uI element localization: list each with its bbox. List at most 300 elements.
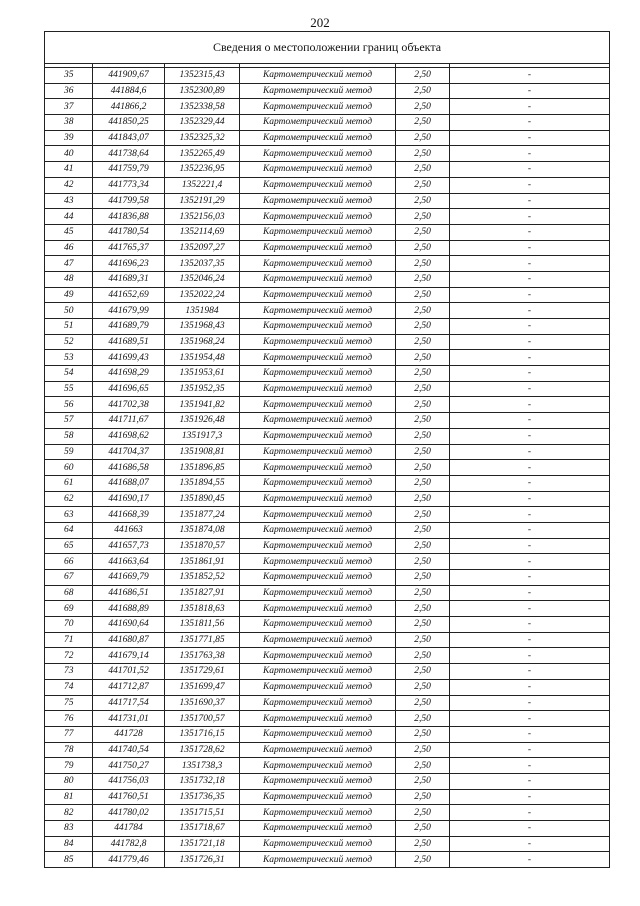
table-row (45, 146, 610, 162)
description-cell: - (450, 130, 610, 146)
table-row (45, 570, 610, 586)
accuracy-cell: 2,50 (396, 334, 450, 350)
description-cell: - (450, 570, 610, 586)
table-title: Сведения о местоположении границ объекта (45, 32, 610, 64)
description-cell: - (450, 789, 610, 805)
point-number-cell: 75 (45, 695, 93, 711)
table-row (45, 428, 610, 444)
x-coordinate-cell: 441679,99 (93, 303, 165, 319)
method-cell: Картометрический метод (240, 162, 396, 178)
accuracy-cell: 2,50 (396, 99, 450, 115)
method-cell: Картометрический метод (240, 350, 396, 366)
method-cell: Картометрический метод (240, 742, 396, 758)
x-coordinate-cell: 441657,73 (93, 538, 165, 554)
accuracy-cell: 2,50 (396, 570, 450, 586)
x-coordinate-cell: 441759,79 (93, 162, 165, 178)
y-coordinate-cell: 1351700,57 (165, 711, 240, 727)
accuracy-cell: 2,50 (396, 240, 450, 256)
y-coordinate-cell: 1351716,15 (165, 726, 240, 742)
description-cell: - (450, 648, 610, 664)
description-cell: - (450, 287, 610, 303)
table-row (45, 679, 610, 695)
point-number-cell: 65 (45, 538, 93, 554)
accuracy-cell: 2,50 (396, 350, 450, 366)
table-row (45, 648, 610, 664)
y-coordinate-cell: 1351968,24 (165, 334, 240, 350)
y-coordinate-cell: 1351952,35 (165, 381, 240, 397)
x-coordinate-cell: 441696,65 (93, 381, 165, 397)
method-cell: Картометрический метод (240, 256, 396, 272)
y-coordinate-cell: 1352325,32 (165, 130, 240, 146)
point-number-cell: 70 (45, 617, 93, 633)
point-number-cell: 57 (45, 413, 93, 429)
table-row (45, 475, 610, 491)
x-coordinate-cell: 441909,67 (93, 68, 165, 84)
table-row (45, 381, 610, 397)
accuracy-cell: 2,50 (396, 68, 450, 84)
description-cell: - (450, 413, 610, 429)
table-row (45, 287, 610, 303)
accuracy-cell: 2,50 (396, 413, 450, 429)
method-cell: Картометрический метод (240, 695, 396, 711)
accuracy-cell: 2,50 (396, 585, 450, 601)
description-cell: - (450, 271, 610, 287)
description-cell: - (450, 805, 610, 821)
accuracy-cell: 2,50 (396, 115, 450, 131)
y-coordinate-cell: 1351729,61 (165, 664, 240, 680)
point-number-cell: 58 (45, 428, 93, 444)
y-coordinate-cell: 1351728,62 (165, 742, 240, 758)
x-coordinate-cell: 441773,34 (93, 177, 165, 193)
method-cell: Картометрический метод (240, 491, 396, 507)
point-number-cell: 68 (45, 585, 93, 601)
method-cell: Картометрический метод (240, 271, 396, 287)
table-row (45, 491, 610, 507)
y-coordinate-cell: 1351827,91 (165, 585, 240, 601)
accuracy-cell: 2,50 (396, 381, 450, 397)
table-row (45, 68, 610, 84)
accuracy-cell: 2,50 (396, 711, 450, 727)
x-coordinate-cell: 441799,58 (93, 193, 165, 209)
method-cell: Картометрический метод (240, 177, 396, 193)
method-cell: Картометрический метод (240, 664, 396, 680)
method-cell: Картометрический метод (240, 115, 396, 131)
y-coordinate-cell: 1351699,47 (165, 679, 240, 695)
y-coordinate-cell: 1351715,51 (165, 805, 240, 821)
accuracy-cell: 2,50 (396, 177, 450, 193)
table-row (45, 177, 610, 193)
point-number-cell: 78 (45, 742, 93, 758)
method-cell: Картометрический метод (240, 319, 396, 335)
accuracy-cell: 2,50 (396, 773, 450, 789)
table-row (45, 83, 610, 99)
y-coordinate-cell: 1352221,4 (165, 177, 240, 193)
description-cell: - (450, 224, 610, 240)
point-number-cell: 43 (45, 193, 93, 209)
table-row (45, 162, 610, 178)
y-coordinate-cell: 1351861,91 (165, 554, 240, 570)
y-coordinate-cell: 1351894,55 (165, 475, 240, 491)
description-cell: - (450, 758, 610, 774)
x-coordinate-cell: 441690,64 (93, 617, 165, 633)
table-row (45, 538, 610, 554)
x-coordinate-cell: 441686,51 (93, 585, 165, 601)
accuracy-cell: 2,50 (396, 789, 450, 805)
point-number-cell: 64 (45, 522, 93, 538)
description-cell: - (450, 742, 610, 758)
description-cell: - (450, 852, 610, 868)
x-coordinate-cell: 441760,51 (93, 789, 165, 805)
x-coordinate-cell: 441689,51 (93, 334, 165, 350)
x-coordinate-cell: 441711,67 (93, 413, 165, 429)
point-number-cell: 59 (45, 444, 93, 460)
table-row (45, 303, 610, 319)
x-coordinate-cell: 441698,62 (93, 428, 165, 444)
accuracy-cell: 2,50 (396, 742, 450, 758)
table-row (45, 805, 610, 821)
point-number-cell: 84 (45, 836, 93, 852)
y-coordinate-cell: 1352236,95 (165, 162, 240, 178)
y-coordinate-cell: 1352329,44 (165, 115, 240, 131)
y-coordinate-cell: 1351874,08 (165, 522, 240, 538)
accuracy-cell: 2,50 (396, 287, 450, 303)
y-coordinate-cell: 1351870,57 (165, 538, 240, 554)
boundary-table-container (44, 31, 609, 868)
x-coordinate-cell: 441688,07 (93, 475, 165, 491)
method-cell: Картометрический метод (240, 287, 396, 303)
table-row (45, 601, 610, 617)
description-cell: - (450, 397, 610, 413)
table-row (45, 413, 610, 429)
table-row (45, 256, 610, 272)
description-cell: - (450, 836, 610, 852)
description-cell: - (450, 303, 610, 319)
method-cell: Картометрический метод (240, 444, 396, 460)
x-coordinate-cell: 441652,69 (93, 287, 165, 303)
x-coordinate-cell: 441850,25 (93, 115, 165, 131)
point-number-cell: 35 (45, 68, 93, 84)
point-number-cell: 36 (45, 83, 93, 99)
accuracy-cell: 2,50 (396, 460, 450, 476)
x-coordinate-cell: 441689,31 (93, 271, 165, 287)
point-number-cell: 69 (45, 601, 93, 617)
description-cell: - (450, 366, 610, 382)
point-number-cell: 50 (45, 303, 93, 319)
x-coordinate-cell: 441784 (93, 821, 165, 837)
point-number-cell: 37 (45, 99, 93, 115)
y-coordinate-cell: 1351908,81 (165, 444, 240, 460)
point-number-cell: 49 (45, 287, 93, 303)
y-coordinate-cell: 1352037,35 (165, 256, 240, 272)
method-cell: Картометрический метод (240, 146, 396, 162)
accuracy-cell: 2,50 (396, 256, 450, 272)
y-coordinate-cell: 1351984 (165, 303, 240, 319)
x-coordinate-cell: 441717,54 (93, 695, 165, 711)
table-row (45, 115, 610, 131)
point-number-cell: 48 (45, 271, 93, 287)
table-row (45, 742, 610, 758)
y-coordinate-cell: 1351690,37 (165, 695, 240, 711)
y-coordinate-cell: 1352114,69 (165, 224, 240, 240)
method-cell: Картометрический метод (240, 538, 396, 554)
point-number-cell: 60 (45, 460, 93, 476)
point-number-cell: 79 (45, 758, 93, 774)
point-number-cell: 61 (45, 475, 93, 491)
method-cell: Картометрический метод (240, 632, 396, 648)
accuracy-cell: 2,50 (396, 758, 450, 774)
point-number-cell: 66 (45, 554, 93, 570)
table-row (45, 522, 610, 538)
description-cell: - (450, 115, 610, 131)
point-number-cell: 74 (45, 679, 93, 695)
y-coordinate-cell: 1352315,43 (165, 68, 240, 84)
point-number-cell: 42 (45, 177, 93, 193)
accuracy-cell: 2,50 (396, 491, 450, 507)
method-cell: Картометрический метод (240, 601, 396, 617)
x-coordinate-cell: 441668,39 (93, 507, 165, 523)
accuracy-cell: 2,50 (396, 836, 450, 852)
point-number-cell: 72 (45, 648, 93, 664)
x-coordinate-cell: 441780,02 (93, 805, 165, 821)
y-coordinate-cell: 1351890,45 (165, 491, 240, 507)
accuracy-cell: 2,50 (396, 475, 450, 491)
x-coordinate-cell: 441688,89 (93, 601, 165, 617)
point-number-cell: 45 (45, 224, 93, 240)
description-cell: - (450, 428, 610, 444)
accuracy-cell: 2,50 (396, 193, 450, 209)
x-coordinate-cell: 441701,52 (93, 664, 165, 680)
table-row (45, 726, 610, 742)
description-cell: - (450, 240, 610, 256)
accuracy-cell: 2,50 (396, 319, 450, 335)
method-cell: Картометрический метод (240, 522, 396, 538)
y-coordinate-cell: 1351726,31 (165, 852, 240, 868)
table-row (45, 224, 610, 240)
y-coordinate-cell: 1351818,63 (165, 601, 240, 617)
method-cell: Картометрический метод (240, 99, 396, 115)
accuracy-cell: 2,50 (396, 224, 450, 240)
point-number-cell: 62 (45, 491, 93, 507)
method-cell: Картометрический метод (240, 209, 396, 225)
method-cell: Картометрический метод (240, 711, 396, 727)
description-cell: - (450, 601, 610, 617)
y-coordinate-cell: 1351763,38 (165, 648, 240, 664)
point-number-cell: 77 (45, 726, 93, 742)
description-cell: - (450, 177, 610, 193)
accuracy-cell: 2,50 (396, 162, 450, 178)
x-coordinate-cell: 441843,07 (93, 130, 165, 146)
x-coordinate-cell: 441699,43 (93, 350, 165, 366)
table-row (45, 460, 610, 476)
table-row (45, 836, 610, 852)
point-number-cell: 53 (45, 350, 93, 366)
description-cell: - (450, 209, 610, 225)
x-coordinate-cell: 441663 (93, 522, 165, 538)
description-cell: - (450, 319, 610, 335)
table-row (45, 585, 610, 601)
table-row (45, 240, 610, 256)
table-row (45, 334, 610, 350)
y-coordinate-cell: 1351811,56 (165, 617, 240, 633)
table-row (45, 193, 610, 209)
y-coordinate-cell: 1351917,3 (165, 428, 240, 444)
x-coordinate-cell: 441738,64 (93, 146, 165, 162)
description-cell: - (450, 444, 610, 460)
point-number-cell: 56 (45, 397, 93, 413)
y-coordinate-cell: 1352097,27 (165, 240, 240, 256)
accuracy-cell: 2,50 (396, 821, 450, 837)
table-row (45, 350, 610, 366)
description-cell: - (450, 773, 610, 789)
x-coordinate-cell: 441866,2 (93, 99, 165, 115)
description-cell: - (450, 491, 610, 507)
method-cell: Картометрический метод (240, 413, 396, 429)
method-cell: Картометрический метод (240, 852, 396, 868)
table-row (45, 99, 610, 115)
y-coordinate-cell: 1351721,18 (165, 836, 240, 852)
method-cell: Картометрический метод (240, 617, 396, 633)
description-cell: - (450, 726, 610, 742)
method-cell: Картометрический метод (240, 475, 396, 491)
description-cell: - (450, 256, 610, 272)
point-number-cell: 73 (45, 664, 93, 680)
method-cell: Картометрический метод (240, 303, 396, 319)
description-cell: - (450, 538, 610, 554)
method-cell: Картометрический метод (240, 68, 396, 84)
point-number-cell: 55 (45, 381, 93, 397)
table-row (45, 821, 610, 837)
x-coordinate-cell: 441679,14 (93, 648, 165, 664)
y-coordinate-cell: 1351896,85 (165, 460, 240, 476)
table-row (45, 397, 610, 413)
accuracy-cell: 2,50 (396, 601, 450, 617)
accuracy-cell: 2,50 (396, 554, 450, 570)
x-coordinate-cell: 441780,54 (93, 224, 165, 240)
point-number-cell: 39 (45, 130, 93, 146)
y-coordinate-cell: 1351953,61 (165, 366, 240, 382)
y-coordinate-cell: 1351738,3 (165, 758, 240, 774)
y-coordinate-cell: 1352300,89 (165, 83, 240, 99)
y-coordinate-cell: 1351852,52 (165, 570, 240, 586)
method-cell: Картометрический метод (240, 648, 396, 664)
x-coordinate-cell: 441782,8 (93, 836, 165, 852)
accuracy-cell: 2,50 (396, 209, 450, 225)
point-number-cell: 47 (45, 256, 93, 272)
method-cell: Картометрический метод (240, 130, 396, 146)
description-cell: - (450, 99, 610, 115)
description-cell: - (450, 162, 610, 178)
table-row (45, 554, 610, 570)
accuracy-cell: 2,50 (396, 695, 450, 711)
x-coordinate-cell: 441756,03 (93, 773, 165, 789)
table-row (45, 507, 610, 523)
accuracy-cell: 2,50 (396, 444, 450, 460)
point-number-cell: 67 (45, 570, 93, 586)
accuracy-cell: 2,50 (396, 397, 450, 413)
y-coordinate-cell: 1352156,03 (165, 209, 240, 225)
y-coordinate-cell: 1351771,85 (165, 632, 240, 648)
accuracy-cell: 2,50 (396, 271, 450, 287)
point-number-cell: 38 (45, 115, 93, 131)
method-cell: Картометрический метод (240, 554, 396, 570)
y-coordinate-cell: 1351736,35 (165, 789, 240, 805)
y-coordinate-cell: 1351954,48 (165, 350, 240, 366)
table-row (45, 366, 610, 382)
method-cell: Картометрический метод (240, 83, 396, 99)
point-number-cell: 51 (45, 319, 93, 335)
method-cell: Картометрический метод (240, 758, 396, 774)
accuracy-cell: 2,50 (396, 146, 450, 162)
y-coordinate-cell: 1352265,49 (165, 146, 240, 162)
table-row (45, 209, 610, 225)
description-cell: - (450, 193, 610, 209)
page-number: 202 (310, 15, 330, 30)
method-cell: Картометрический метод (240, 240, 396, 256)
description-cell: - (450, 617, 610, 633)
point-number-cell: 41 (45, 162, 93, 178)
method-cell: Картометрический метод (240, 570, 396, 586)
method-cell: Картометрический метод (240, 381, 396, 397)
description-cell: - (450, 585, 610, 601)
accuracy-cell: 2,50 (396, 664, 450, 680)
point-number-cell: 85 (45, 852, 93, 868)
y-coordinate-cell: 1351732,18 (165, 773, 240, 789)
description-cell: - (450, 554, 610, 570)
accuracy-cell: 2,50 (396, 522, 450, 538)
accuracy-cell: 2,50 (396, 428, 450, 444)
x-coordinate-cell: 441740,54 (93, 742, 165, 758)
y-coordinate-cell: 1352046,24 (165, 271, 240, 287)
x-coordinate-cell: 441663,64 (93, 554, 165, 570)
table-row (45, 444, 610, 460)
boundary-coordinates-table (44, 31, 610, 868)
method-cell: Картометрический метод (240, 789, 396, 805)
x-coordinate-cell: 441704,37 (93, 444, 165, 460)
y-coordinate-cell: 1351941,82 (165, 397, 240, 413)
description-cell: - (450, 350, 610, 366)
point-number-cell: 76 (45, 711, 93, 727)
method-cell: Картометрический метод (240, 585, 396, 601)
x-coordinate-cell: 441884,6 (93, 83, 165, 99)
x-coordinate-cell: 441669,79 (93, 570, 165, 586)
table-row (45, 130, 610, 146)
point-number-cell: 83 (45, 821, 93, 837)
method-cell: Картометрический метод (240, 397, 396, 413)
point-number-cell: 46 (45, 240, 93, 256)
method-cell: Картометрический метод (240, 428, 396, 444)
point-number-cell: 71 (45, 632, 93, 648)
table-row (45, 852, 610, 868)
method-cell: Картометрический метод (240, 726, 396, 742)
description-cell: - (450, 695, 610, 711)
description-cell: - (450, 146, 610, 162)
y-coordinate-cell: 1351718,67 (165, 821, 240, 837)
table-row (45, 711, 610, 727)
description-cell: - (450, 334, 610, 350)
accuracy-cell: 2,50 (396, 648, 450, 664)
x-coordinate-cell: 441728 (93, 726, 165, 742)
y-coordinate-cell: 1352191,29 (165, 193, 240, 209)
description-cell: - (450, 821, 610, 837)
x-coordinate-cell: 441765,37 (93, 240, 165, 256)
method-cell: Картометрический метод (240, 224, 396, 240)
description-cell: - (450, 68, 610, 84)
description-cell: - (450, 475, 610, 491)
table-title-row (45, 32, 610, 64)
y-coordinate-cell: 1351877,24 (165, 507, 240, 523)
accuracy-cell: 2,50 (396, 130, 450, 146)
description-cell: - (450, 460, 610, 476)
